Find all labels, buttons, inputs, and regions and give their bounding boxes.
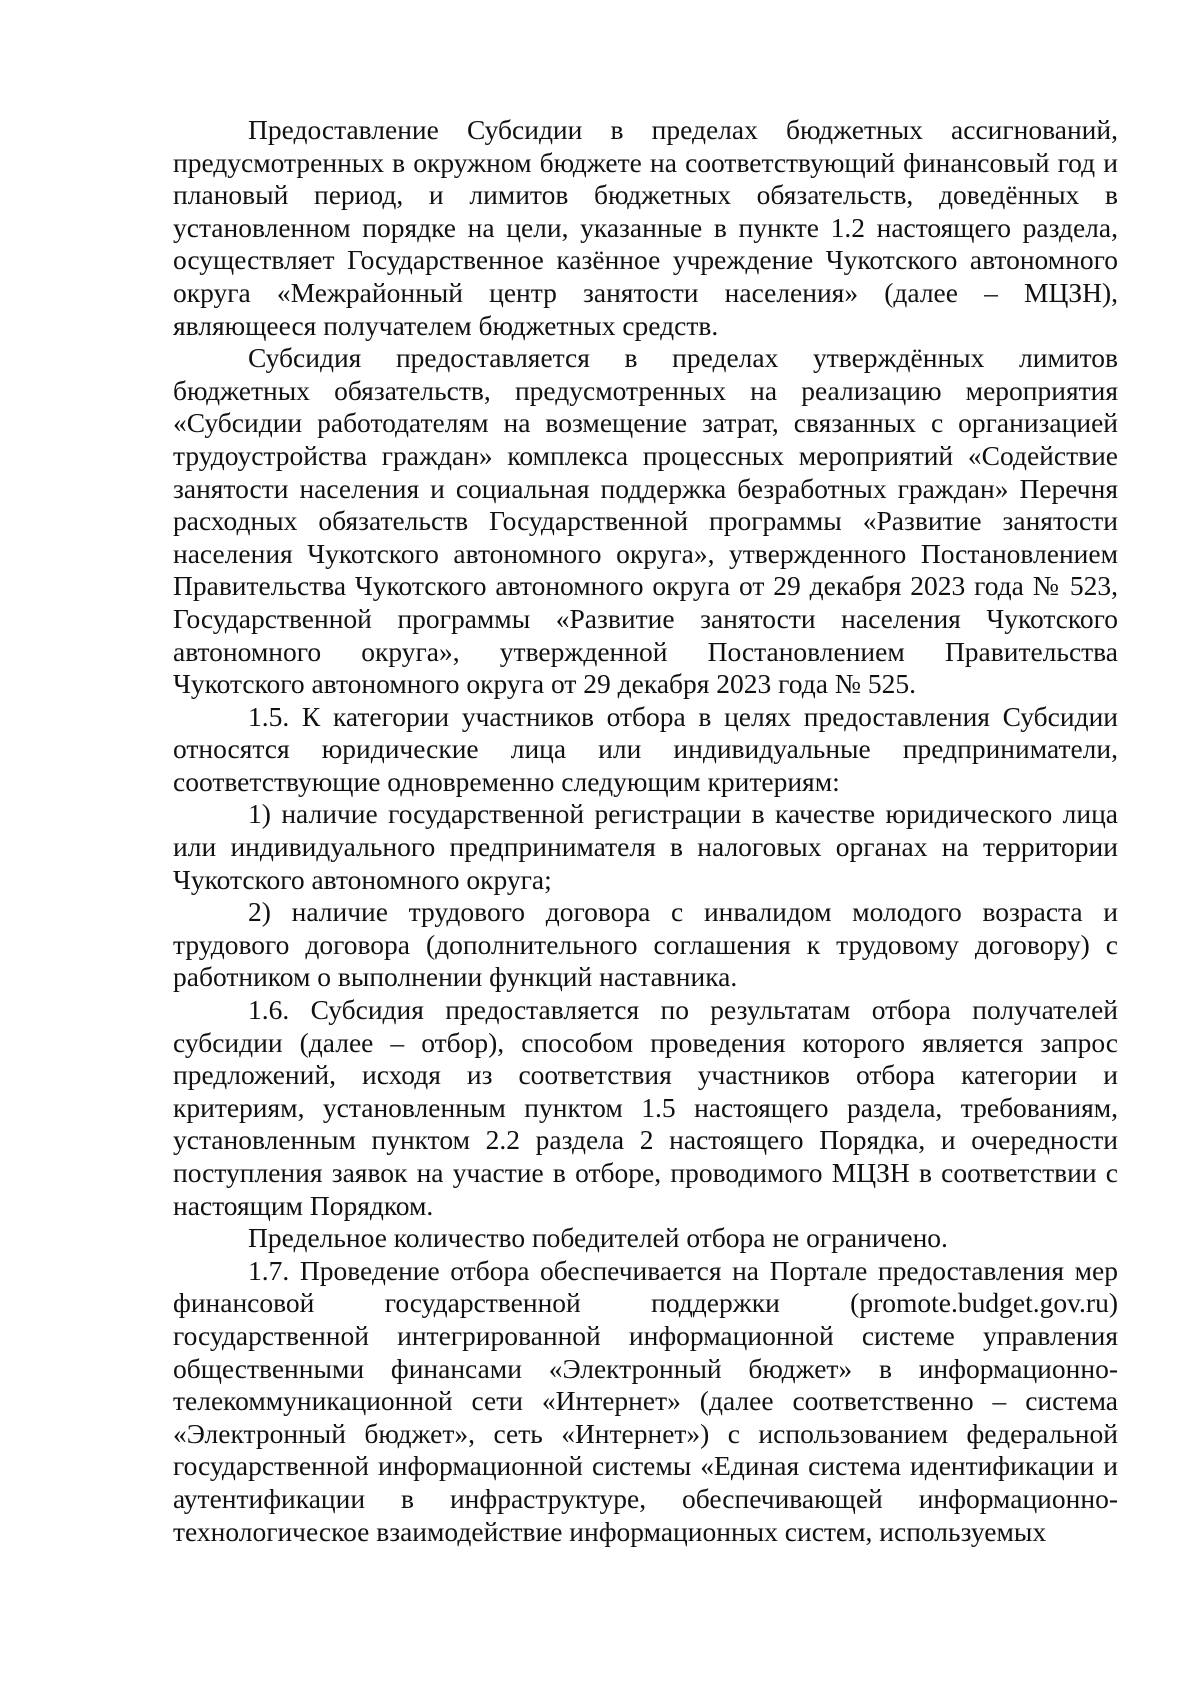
paragraph-1-6-selection: 1.6. Субсидия предоставляется по результатам отбора получателей субсидии (далее – отбор), способом проведения которого является запрос предложений, исходя из соответствия участников отбора категории и критериям, установленным пунктом 1.5 настоящего раздела, требованиям, установленным пунктом 2.2 раздела 2 настоящего Порядка, и очередности поступления заявок на участие в отборе, проводимого МЦЗН в соответствии с настоящим Порядком. bbox=[173, 994, 1118, 1221]
paragraph-subsidy-limits: Субсидия предоставляется в пределах утверждённых лимитов бюджетных обязательств, предусмотренных на реализацию мероприятия «Субсидии работодателям на возмещение затрат, связанных с организацией трудоустройства граждан» комплекса процессных мероприятий «Содействие занятости населения и социальная поддержка безработных граждан» Перечня расходных обязательств Государственной программы «Развитие занятости населения Чукотского автономного округа», утвержденного Постановлением Правительства Чукотского автономного округа от 29 декабря 2023 года № 523, Государственной программы «Развитие занятости населения Чукотского автономного округа», утвержденной Постановлением Правительства Чукотского автономного округа от 29 декабря 2023 года № 525. bbox=[173, 342, 1118, 700]
paragraph-winners-limit: Предельное количество победителей отбора не ограничено. bbox=[248, 1222, 948, 1254]
paragraph-criterion-2: 2) наличие трудового договора с инвалидом молодого возраста и трудового договора (дополнительного соглашения к трудовому договору) с работником о выполнении функций наставника. bbox=[173, 896, 1118, 993]
paragraph-1-5-participants: 1.5. К категории участников отбора в целях предоставления Субсидии относятся юридические лица или индивидуальные предприниматели, соответствующие одновременно следующим критериям: bbox=[173, 700, 1118, 797]
paragraph-1-7-portal: 1.7. Проведение отбора обеспечивается на Портале предоставления мер финансовой государственной поддержки (promote.budget.gov.ru) государственной интегрированной информационной системе управления общественными финансами «Электронный бюджет» в информационно-телекоммуникационной сети «Интернет» (далее соответственно – система «Электронный бюджет», сеть «Интернет») с использованием федеральной государственной информационной системы «Единая система идентификации и аутентификации в инфраструктуре, обеспечивающей информационно-технологическое взаимодействие информационных систем, используемых bbox=[173, 1254, 1118, 1547]
paragraph-criterion-1: 1) наличие государственной регистрации в качестве юридического лица или индивидуального предпринимателя в налоговых органах на территории Чукотского автономного округа; bbox=[173, 798, 1118, 895]
document-body bbox=[173, 114, 1118, 1548]
paragraph-budget-provision: Предоставление Субсидии в пределах бюджетных ассигнований, предусмотренных в окружном бюджете на соответствующий финансовый год и плановый период, и лимитов бюджетных обязательств, доведённых в установленном порядке на цели, указанные в пункте 1.2 настоящего раздела, осуществляет Государственное казённое учреждение Чукотского автономного округа «Межрайонный центр занятости населения» (далее – МЦЗН), являющееся получателем бюджетных средств. bbox=[173, 114, 1118, 341]
